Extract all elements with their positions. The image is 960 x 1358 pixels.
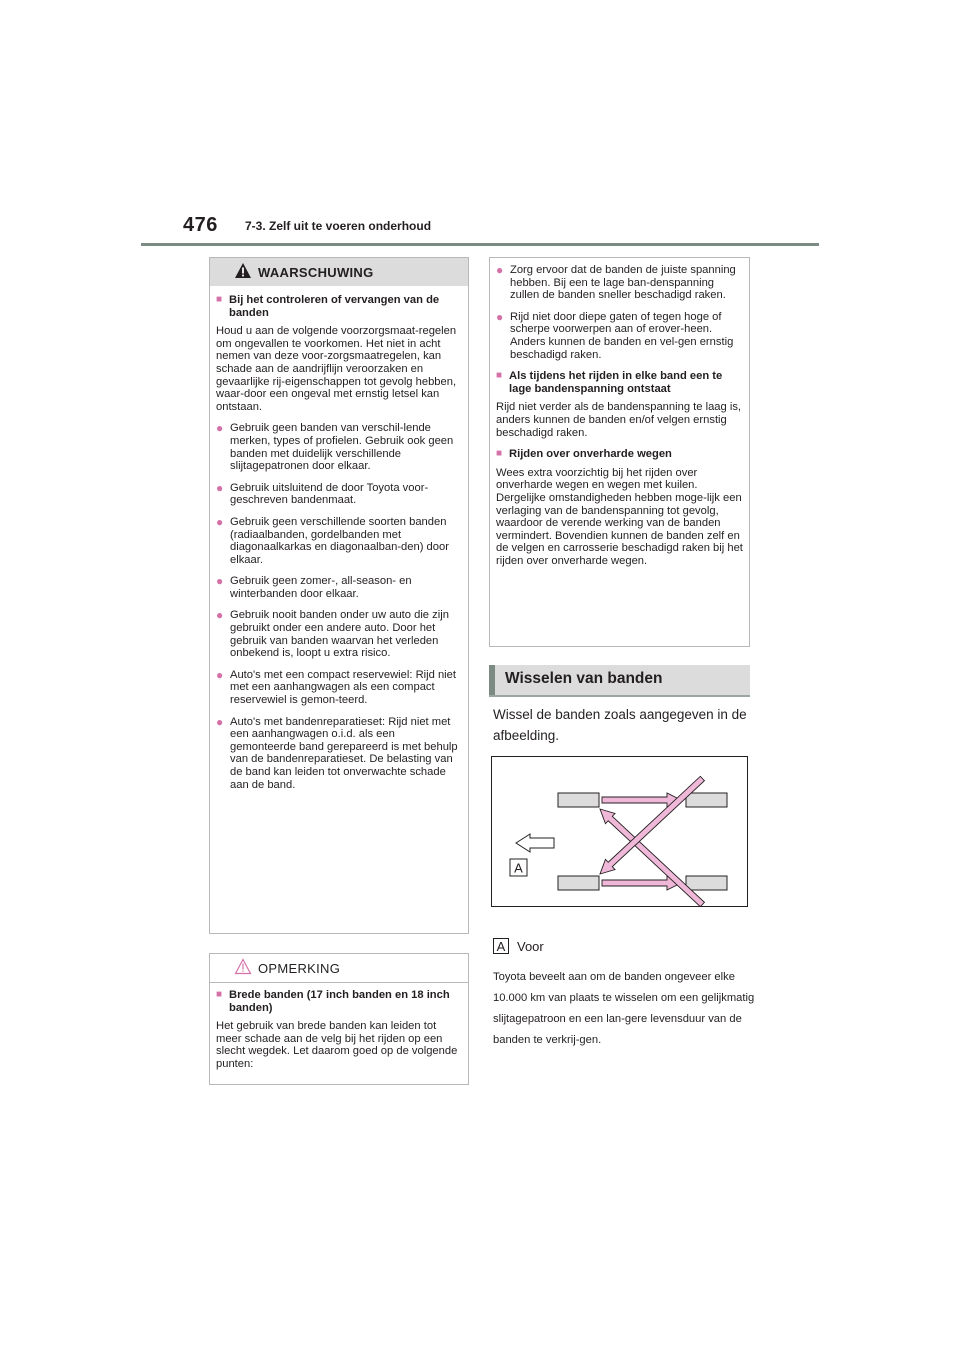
bullet-dot-icon: ● — [216, 714, 224, 729]
square-bullet-icon: ■ — [496, 448, 503, 460]
note-content — [216, 989, 462, 1080]
note-text-3: Wees extra voorzichtig bij het rijden over onverharde wegen en wegen met kuilen. Dergelijke omstandigheden hebben moge-lijk een verlaging van de bandenspanning tot gevolg, waardoor de verende werking van de banden vermindert. Bovendien kunnen de banden zelf en de velgen en carrosserie beschadigd raken bij het rijden over onverharde wegen. — [496, 466, 743, 567]
page-number: 476 — [183, 214, 218, 236]
list-item: ● Auto's met een compact reservewiel: Rijd niet met een aanhangwagen als een compact reservewiel is gemon-teerd. — [216, 667, 456, 707]
list-item: ● Gebruik geen banden van verschil-lende merken, types of profielen. Gebruik ook geen banden met duidelijk verschillende slijtagepatronen door elkaar. — [216, 421, 454, 473]
warning-box — [209, 257, 469, 934]
caution-triangle-icon — [234, 958, 252, 975]
bullet-dot-icon: ● — [216, 480, 224, 495]
note-heading: ■ Brede banden (17 inch banden en 18 inch banden) — [216, 989, 450, 1014]
list-item: ● Gebruik nooit banden onder uw auto die zijn gebruikt onder een andere auto. Door het gebruik van banden waarvan het verleden onbekend is, loopt u extra risico. — [216, 608, 449, 660]
bullet-dot-icon: ● — [216, 667, 224, 682]
list-item: ● Gebruik uitsluitend de door Toyota voor-geschreven bandenmaat. — [216, 480, 429, 507]
front-direction-arrow-icon — [516, 834, 554, 852]
note-heading-2: ■ Als tijdens het rijden in elke band een te lage bandenspanning ontstaat — [496, 370, 723, 395]
warning-header — [210, 258, 468, 286]
arrow-diagonal-to-rear-left — [595, 773, 707, 879]
warning-intro: Houd u aan de volgende voorzorgsmaat-regelen om ongevallen te voorkomen. Het niet in acht nemen van deze voor-zorgsmaatregelen, kan schade aan de aandrijflijn veroorzaken en gevaarlijke rij-eigenschappen tot gevolg hebben, waar-door een ongeval met ernstig letsel kan ontstaan. — [216, 325, 457, 413]
list-item: ● Gebruik geen zomer-, all-season- en winterbanden door elkaar. — [216, 574, 412, 600]
list-item: ● Gebruik geen verschillende soorten banden (radiaalbanden, gordelbanden met diagonaalkarkas en diagonaalban-den) door elkaar. — [216, 514, 449, 566]
list-item: ● Rijd niet door diepe gaten of tegen hoge of scherpe voorwerpen aan of erover-heen. Anders kunnen de banden en vel-gen ernstig beschadigd raken. — [496, 309, 734, 361]
list-item: ● Zorg ervoor dat de banden de juiste spanning hebben. Bij een te lage ban-denspanning zullen de banden sneller beschadigd raken. — [496, 263, 736, 302]
warning-title: WAARSCHUWING — [258, 265, 374, 280]
legend-text: Voor — [517, 939, 544, 954]
note-continued-content — [496, 264, 743, 576]
bullet-dot-icon: ● — [496, 309, 504, 324]
bullet-dot-icon: ● — [216, 514, 224, 529]
tire-rear-right — [686, 876, 727, 890]
square-bullet-icon: ■ — [496, 370, 503, 382]
header-rule — [141, 243, 819, 246]
warning-content — [216, 294, 462, 800]
topic-heading-title: Wisselen van banden — [505, 670, 663, 687]
bullet-dot-icon: ● — [216, 608, 224, 623]
bullet-dot-icon: ● — [216, 574, 224, 589]
rotation-body-text: Toyota beveelt aan om de banden ongeveer elke 10.000 km van plaats te wisselen om een gelijkmatig slijtagepatroon en een lan-gere levensduur van de banden te verkrij-gen. — [493, 971, 755, 1046]
note-title: OPMERKING — [258, 961, 341, 976]
note-continued-box — [489, 257, 750, 647]
note-header — [210, 954, 468, 983]
rotation-intro: Wissel de banden zoals aangegeven in de afbeelding. — [493, 707, 747, 743]
bullet-dot-icon: ● — [496, 263, 504, 277]
note-box — [209, 953, 469, 1085]
square-bullet-icon: ■ — [216, 294, 223, 305]
tire-front-right — [686, 793, 727, 807]
tire-rotation-diagram — [492, 757, 747, 906]
tire-front-left — [558, 793, 599, 807]
figure-label-a: A — [514, 860, 523, 876]
tire-rotation-figure — [491, 756, 748, 907]
square-bullet-icon: ■ — [216, 989, 223, 1000]
arrow-diagonal-to-front-left — [595, 804, 707, 906]
topic-heading-bar — [489, 665, 495, 695]
list-item: ● Auto's met bandenreparatieset: Rijd niet met een aanhangwagen o.i.d. als een gemonteerde band gerepareerd is met behulp van de bandenreparatieset. De belasting van de band kan leiden tot onverwachte schade aan de band. — [216, 714, 458, 791]
section-title: 7-3. Zelf uit te voeren onderhoud — [245, 219, 432, 233]
legend-key-a: A — [493, 938, 509, 954]
bullet-dot-icon: ● — [216, 421, 224, 436]
note-text: Het gebruik van brede banden kan leiden tot meer schade aan de velg bij het rijden op een slecht wegdek. Let daarom goed op de volgende punten: — [216, 1020, 458, 1070]
tire-rear-left — [558, 876, 599, 890]
warning-heading: ■ Bij het controleren of vervangen van de banden — [216, 294, 440, 319]
topic-heading — [489, 665, 750, 697]
warning-triangle-icon — [234, 262, 252, 279]
note-text-2: Rijd niet verder als de bandenspanning te laag is, anders kunnen de banden en/of velgen ernstig beschadigd raken. — [496, 401, 742, 439]
note-heading-3: ■ Rijden over onverharde wegen — [496, 448, 672, 461]
